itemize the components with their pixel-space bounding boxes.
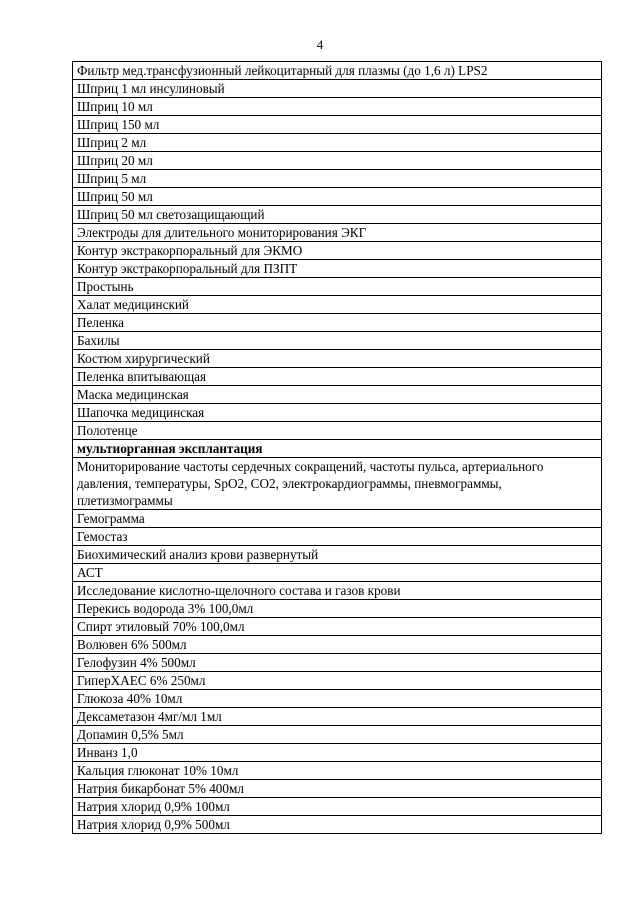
table-row bbox=[73, 708, 602, 726]
table-row bbox=[73, 332, 602, 350]
item-cell: Волювен 6% 500мл bbox=[73, 636, 602, 654]
table-row bbox=[73, 726, 602, 744]
table-row bbox=[73, 188, 602, 206]
item-cell: Маска медицинская bbox=[73, 386, 602, 404]
item-cell: Исследование кислотно-щелочного состава и газов крови bbox=[73, 582, 602, 600]
table-row bbox=[73, 654, 602, 672]
item-cell: Мониторирование частоты сердечных сокращений, частоты пульса, артериального давления, температуры, SpO2, CO2, электрокардиограммы, пневмограммы, плетизмограммы bbox=[73, 458, 602, 510]
item-cell: Гелофузин 4% 500мл bbox=[73, 654, 602, 672]
table-row bbox=[73, 440, 602, 458]
table-row bbox=[73, 816, 602, 834]
table-row bbox=[73, 206, 602, 224]
table-row bbox=[73, 368, 602, 386]
item-cell: Контур экстракорпоральный для ЭКМО bbox=[73, 242, 602, 260]
table-row bbox=[73, 98, 602, 116]
item-cell: АСТ bbox=[73, 564, 602, 582]
table-row bbox=[73, 224, 602, 242]
table-row bbox=[73, 564, 602, 582]
item-cell: Шприц 50 мл светозащищающий bbox=[73, 206, 602, 224]
table-row bbox=[73, 690, 602, 708]
item-cell: Натрия хлорид 0,9% 500мл bbox=[73, 816, 602, 834]
item-cell: Натрия бикарбонат 5% 400мл bbox=[73, 780, 602, 798]
table-row bbox=[73, 80, 602, 98]
item-cell: Полотенце bbox=[73, 422, 602, 440]
item-cell: Гемостаз bbox=[73, 528, 602, 546]
item-cell: Халат медицинский bbox=[73, 296, 602, 314]
item-cell: Костюм хирургический bbox=[73, 350, 602, 368]
item-cell: Пеленка bbox=[73, 314, 602, 332]
item-cell: Глюкоза 40% 10мл bbox=[73, 690, 602, 708]
table-row bbox=[73, 152, 602, 170]
page-number: 4 bbox=[316, 37, 324, 52]
table-row bbox=[73, 582, 602, 600]
item-cell: Электроды для длительного мониторирования ЭКГ bbox=[73, 224, 602, 242]
item-cell: Шприц 2 мл bbox=[73, 134, 602, 152]
item-cell: Дексаметазон 4мг/мл 1мл bbox=[73, 708, 602, 726]
table-row bbox=[73, 762, 602, 780]
item-cell: Шприц 50 мл bbox=[73, 188, 602, 206]
item-cell: Шприц 5 мл bbox=[73, 170, 602, 188]
table-row bbox=[73, 600, 602, 618]
item-cell: Шприц 20 мл bbox=[73, 152, 602, 170]
table-row bbox=[73, 618, 602, 636]
table-row bbox=[73, 780, 602, 798]
table-row bbox=[73, 278, 602, 296]
item-cell: Перекись водорода 3% 100,0мл bbox=[73, 600, 602, 618]
section-heading-cell: мультиорганная эксплантация bbox=[73, 440, 602, 458]
item-cell: Шапочка медицинская bbox=[73, 404, 602, 422]
item-cell: Пеленка впитывающая bbox=[73, 368, 602, 386]
table-row bbox=[73, 386, 602, 404]
table-row bbox=[73, 260, 602, 278]
item-cell: Инванз 1,0 bbox=[73, 744, 602, 762]
table-row bbox=[73, 134, 602, 152]
table-row bbox=[73, 458, 602, 510]
table-row bbox=[73, 314, 602, 332]
item-cell: Биохимический анализ крови развернутый bbox=[73, 546, 602, 564]
table-row bbox=[73, 672, 602, 690]
item-cell: Натрия хлорид 0,9% 100мл bbox=[73, 798, 602, 816]
items-table-body bbox=[73, 62, 602, 834]
table-row bbox=[73, 744, 602, 762]
table-row bbox=[73, 350, 602, 368]
item-cell: Кальция глюконат 10% 10мл bbox=[73, 762, 602, 780]
items-table bbox=[72, 61, 602, 834]
table-row bbox=[73, 510, 602, 528]
table-row bbox=[73, 62, 602, 80]
table-row bbox=[73, 636, 602, 654]
item-cell: Спирт этиловый 70% 100,0мл bbox=[73, 618, 602, 636]
table-row bbox=[73, 528, 602, 546]
table-row bbox=[73, 242, 602, 260]
item-cell: Бахилы bbox=[73, 332, 602, 350]
item-cell: Шприц 1 мл инсулиновый bbox=[73, 80, 602, 98]
table-row bbox=[73, 422, 602, 440]
item-cell: Допамин 0,5% 5мл bbox=[73, 726, 602, 744]
item-cell: Фильтр мед.трансфузионный лейкоцитарный для плазмы (до 1,6 л) LPS2 bbox=[73, 62, 602, 80]
item-cell: Контур экстракорпоральный для ПЗПТ bbox=[73, 260, 602, 278]
table-row bbox=[73, 798, 602, 816]
item-cell: Шприц 10 мл bbox=[73, 98, 602, 116]
table-row bbox=[73, 296, 602, 314]
table-row bbox=[73, 404, 602, 422]
item-cell: ГиперХАЕС 6% 250мл bbox=[73, 672, 602, 690]
item-cell: Гемограмма bbox=[73, 510, 602, 528]
table-row bbox=[73, 546, 602, 564]
item-cell: Шприц 150 мл bbox=[73, 116, 602, 134]
table-row bbox=[73, 170, 602, 188]
item-cell: Простынь bbox=[73, 278, 602, 296]
table-row bbox=[73, 116, 602, 134]
